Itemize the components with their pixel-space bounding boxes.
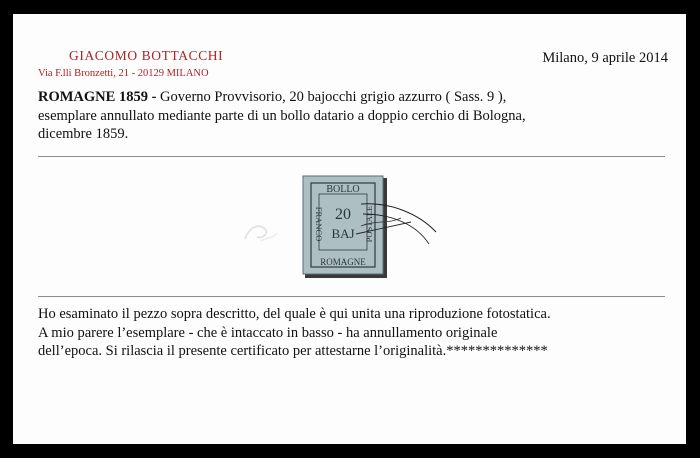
divider-top	[38, 156, 665, 157]
certificate-text	[38, 305, 678, 361]
certificate-card	[13, 14, 686, 444]
divider-bottom	[38, 296, 665, 297]
stamp-value-unit: BAJ	[331, 226, 355, 241]
certificate-line-1: Ho esaminato il pezzo sopra descritto, del quale è qui unita una riproduzione fotostatica.	[38, 306, 551, 322]
embossed-seal	[241, 219, 281, 247]
stamp-bottom-text: ROMAGNE	[320, 257, 366, 267]
description-line-2: esemplare annullato mediante parte di un bollo datario a doppio cerchio di Bologna,	[38, 107, 526, 124]
stamp-svg	[301, 174, 481, 284]
description-line-3: dicembre 1859.	[38, 126, 129, 142]
stamp-top-text: BOLLO	[326, 184, 360, 195]
stamp-value: 20	[335, 206, 351, 223]
stamp-right-text: POSTALE	[364, 205, 374, 243]
certificate-date: Milano, 9 aprile 2014	[542, 50, 668, 66]
description-title: ROMAGNE 1859 -	[38, 89, 157, 105]
stamp-image	[301, 174, 481, 284]
stamp-left-text: FRANCO	[314, 206, 324, 242]
description-line-1-text: Governo Provvisorio, 20 bajocchi grigio azzurro ( Sass. 9 ),	[156, 89, 507, 105]
certificate-line-3: dell’epoca. Si rilascia il presente certificato per attestarne l’originalità.**************	[38, 343, 548, 359]
expert-name: GIACOMO BOTTACCHI	[69, 48, 224, 63]
expert-address: Via F.lli Bronzetti, 21 - 20129 MILANO	[38, 68, 209, 79]
stamp-description	[38, 88, 668, 144]
description-line-1	[38, 88, 668, 107]
certificate-line-2: A mio parere l’esemplare - che è intaccato in basso - ha annullamento originale	[38, 324, 498, 341]
